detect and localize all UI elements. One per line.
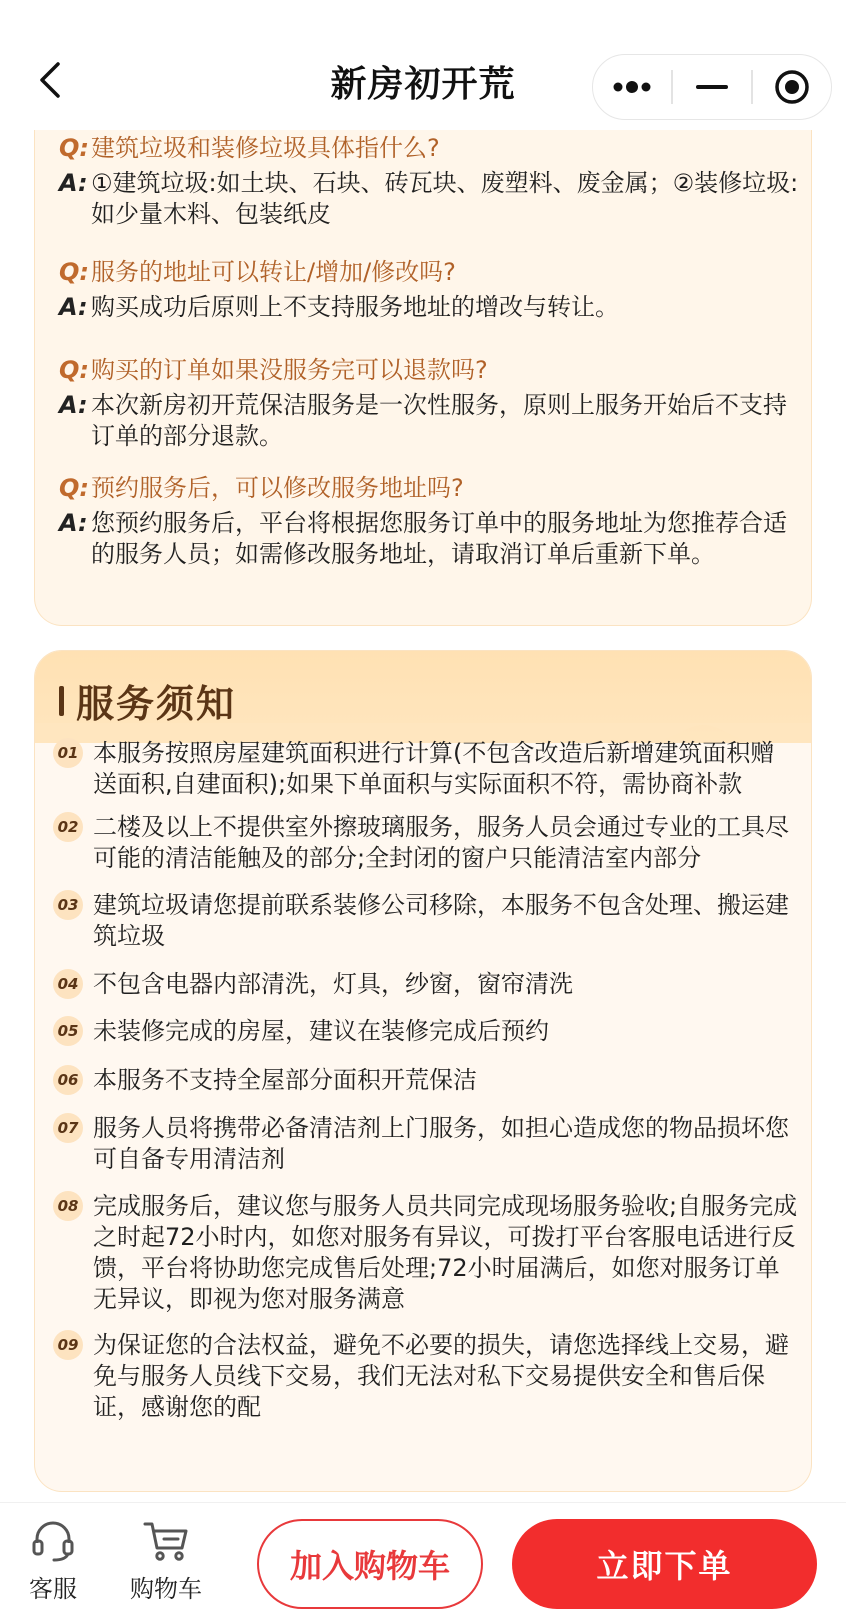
title-bar-decoration [59, 686, 64, 716]
question-text: 购买的订单如果没服务完可以退款吗? [91, 356, 488, 384]
notice-item [53, 1113, 798, 1175]
question-tag: Q: [59, 356, 89, 384]
answer-text: 您预约服务后，平台将根据您服务订单中的服务地址为您推荐合适的服务人员；如需修改服务地址，请取消订单后重新下单。 [91, 509, 787, 568]
notice-item-text: 完成服务后，建议您与服务人员共同完成现场服务验收;自服务完成之时起72小时内，如您对服务有异议，可拨打平台客服电话进行反馈，平台将协助您完成售后处理;72小时届满后，如您对服务订单无异议，即视为您对服务满意 [93, 1192, 798, 1313]
faq-answer [59, 390, 799, 452]
item-number-badge: 06 [53, 1065, 83, 1095]
notice-item [53, 1191, 798, 1315]
faq-question [59, 132, 799, 164]
notice-item-text: 本服务不支持全屋部分面积开荒保洁 [93, 1066, 477, 1094]
notice-item-text: 服务人员将携带必备清洁剂上门服务，如担心造成您的物品损坏您可自备专用清洁剂 [93, 1114, 789, 1173]
answer-text: 本次新房初开荒保洁服务是一次性服务，原则上服务开始后不支持订单的部分退款。 [91, 391, 787, 450]
question-text: 建筑垃圾和装修垃圾具体指什么? [91, 134, 440, 162]
faq-item [59, 472, 799, 570]
faq-answer [59, 168, 799, 230]
question-tag: Q: [59, 134, 89, 162]
faq-answer [59, 292, 799, 323]
faq-question [59, 472, 799, 504]
bottom-action-bar [0, 1502, 846, 1622]
notice-title [59, 673, 236, 728]
question-text: 预约服务后，可以修改服务地址吗? [91, 474, 464, 502]
faq-item [59, 132, 799, 230]
item-number-badge: 03 [53, 890, 83, 920]
question-tag: Q: [59, 474, 89, 502]
cart-label: 购物车 [130, 1575, 202, 1603]
item-number-badge: 07 [53, 1113, 83, 1143]
faq-question [59, 354, 799, 386]
notice-item [53, 812, 798, 874]
add-to-cart-button[interactable]: 加入购物车 [257, 1519, 483, 1609]
faq-item [59, 354, 799, 452]
notice-item [53, 1065, 798, 1096]
notice-title-text: 服务须知 [76, 682, 237, 726]
faq-question [59, 256, 799, 288]
notice-item-text: 二楼及以上不提供室外擦玻璃服务，服务人员会通过专业的工具尽可能的清洁能触及的部分;全封闭的窗户只能清洁室内部分 [93, 813, 789, 872]
mini-program-capsule [592, 54, 832, 120]
more-dots-icon [610, 77, 654, 97]
minimize-button[interactable] [673, 54, 751, 120]
answer-text: 购买成功后原则上不支持服务地址的增改与转让。 [91, 293, 619, 321]
nav-bar [0, 0, 846, 130]
notice-item-text: 建筑垃圾请您提前联系装修公司移除，本服务不包含处理、搬运建筑垃圾 [93, 891, 789, 950]
answer-tag: A: [59, 509, 88, 537]
answer-tag: A: [59, 293, 88, 321]
more-button[interactable] [593, 54, 671, 120]
page-title: 新房初开荒 [330, 64, 516, 105]
notice-item [53, 1016, 798, 1047]
minus-icon [694, 82, 730, 92]
target-circle-icon [772, 67, 812, 107]
service-notice-card [34, 650, 812, 1492]
notice-item [53, 1330, 798, 1423]
question-tag: Q: [59, 258, 89, 286]
faq-card [34, 118, 812, 626]
customer-service-label: 客服 [29, 1575, 77, 1603]
close-button[interactable] [753, 54, 831, 120]
faq-item [59, 256, 799, 323]
shopping-cart-icon [142, 1519, 190, 1563]
item-number-badge: 02 [53, 812, 83, 842]
answer-text: ①建筑垃圾:如土块、石块、砖瓦块、废塑料、废金属；②装修垃圾:如少量木料、包装纸皮 [91, 169, 799, 228]
answer-tag: A: [59, 169, 88, 197]
headset-icon [30, 1519, 76, 1563]
order-now-button[interactable]: 立即下单 [512, 1519, 817, 1609]
item-number-badge: 04 [53, 969, 83, 999]
item-number-badge: 09 [53, 1330, 83, 1360]
faq-answer [59, 508, 799, 570]
notice-item-text: 不包含电器内部清洗，灯具，纱窗，窗帘清洗 [93, 970, 573, 998]
item-number-badge: 08 [53, 1191, 83, 1221]
notice-item [53, 738, 798, 800]
notice-item-text: 本服务按照房屋建筑面积进行计算(不包含改造后新增建筑面积赠送面积,自建面积);如果下单面积与实际面积不符，需协商补款 [93, 739, 775, 798]
customer-service-button[interactable] [3, 1519, 103, 1619]
notice-item-text: 未装修完成的房屋，建议在装修完成后预约 [93, 1017, 549, 1045]
notice-item-text: 为保证您的合法权益，避免不必要的损失，请您选择线上交易，避免与服务人员线下交易，我们无法对私下交易提供安全和售后保证，感谢您的配 [93, 1331, 789, 1421]
answer-tag: A: [59, 391, 88, 419]
notice-item [53, 969, 798, 1000]
item-number-badge: 01 [53, 738, 83, 768]
cart-button[interactable] [116, 1519, 216, 1619]
item-number-badge: 05 [53, 1016, 83, 1046]
question-text: 服务的地址可以转让/增加/修改吗? [91, 258, 456, 286]
notice-item [53, 890, 798, 952]
